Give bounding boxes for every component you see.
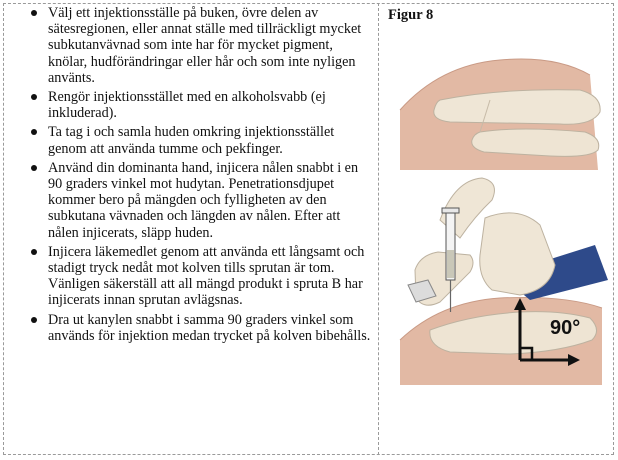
pinch-skin-illustration bbox=[400, 59, 600, 170]
list-item bbox=[8, 89, 374, 121]
angle-label: 90° bbox=[550, 317, 581, 339]
instruction-text: Ta tag i och samla huden omkring injektionsstället genom att använda tumme och pekfinger. bbox=[48, 124, 335, 157]
injection-90-illustration bbox=[400, 178, 608, 385]
bullet-icon bbox=[31, 165, 37, 171]
list-item bbox=[8, 244, 374, 309]
instruction-column bbox=[8, 5, 374, 347]
injection-illustration bbox=[380, 40, 612, 450]
list-item bbox=[8, 312, 374, 344]
list-item bbox=[8, 124, 374, 156]
bullet-icon bbox=[31, 10, 37, 16]
bullet-icon bbox=[31, 129, 37, 135]
instruction-text: Dra ut kanylen snabbt i samma 90 graders vinkel som används för injektion medan trycket på kolven bibehålls. bbox=[48, 311, 371, 344]
bullet-icon bbox=[31, 249, 37, 255]
instruction-list bbox=[8, 5, 374, 344]
bullet-icon bbox=[31, 94, 37, 100]
list-item bbox=[8, 5, 374, 86]
instruction-text: Rengör injektionsstället med en alkoholsvabb (ej inkluderad). bbox=[48, 89, 326, 122]
bullet-icon bbox=[31, 317, 37, 323]
instruction-text: Använd din dominanta hand, injicera nålen snabbt i en 90 graders vinkel mot hudytan. Penetrationsdjupet kommer bero på mängden och fylligheten av den subkutana vävnaden och längden av nålen. Efter att nålen injicerats, släpp huden. bbox=[48, 159, 359, 241]
figure-title: Figur 8 bbox=[388, 7, 434, 23]
instruction-text: Välj ett injektionsställe på buken, övre delen av sätesregionen, eller annat ställe med tillräckligt mycket subkutanvävnad som inte har för mycket pigment, knölar, hudförändringar eller hår och som inte nyligen använts. bbox=[48, 5, 362, 86]
instruction-text: Injicera läkemedlet genom att använda ett långsamt och stadigt tryck nedåt mot kolven tills sprutan är tom. Vänligen säkerställ att all mängd produkt i spruta B har injicerats innan sprutan avlägsnas. bbox=[48, 243, 365, 309]
column-divider bbox=[378, 3, 379, 455]
list-item bbox=[8, 160, 374, 241]
